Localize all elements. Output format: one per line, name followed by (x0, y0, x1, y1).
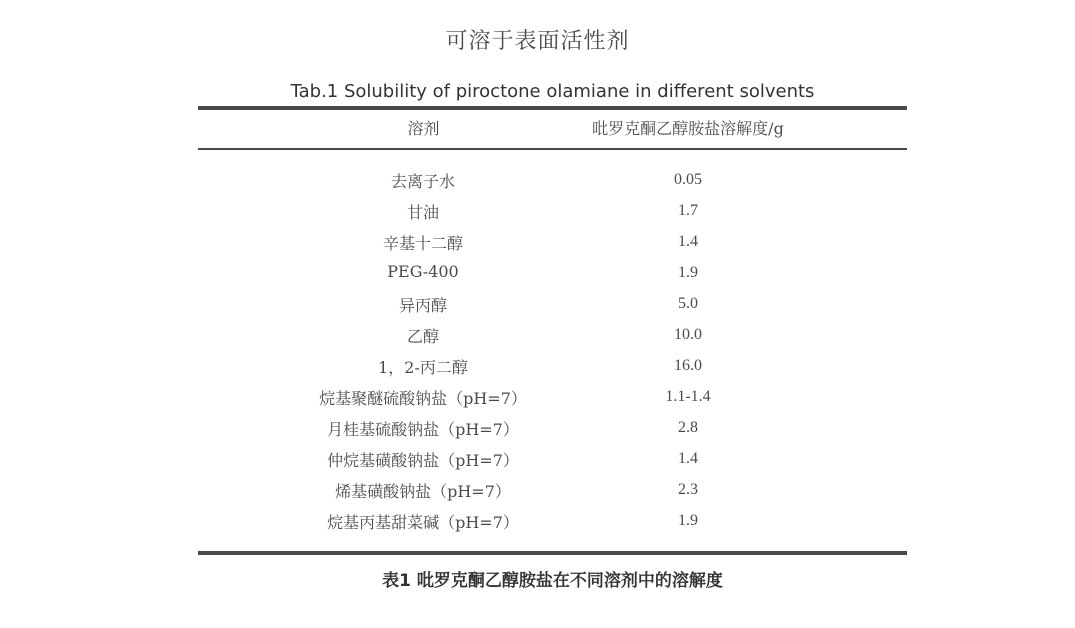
table-caption-english: Tab.1 Solubility of piroctone olamiane in different solvents (290, 81, 815, 102)
solubility-cell: 1.4 (678, 450, 698, 467)
solubility-cell: 1.9 (678, 512, 698, 529)
table-row (198, 227, 907, 258)
solvent-cell: 烷基丙基甜菜碱（pH=7） (327, 513, 519, 532)
solvent-cell: 异丙醇 (398, 296, 447, 315)
table-row (198, 165, 907, 196)
table-row (198, 506, 907, 537)
solubility-cell: 10.0 (674, 326, 702, 343)
table-top-rule (198, 106, 907, 110)
solubility-cell: 5.0 (678, 295, 698, 312)
solvent-cell: 烷基聚醚硫酸钠盐（pH=7） (319, 389, 527, 408)
table-row (198, 351, 907, 382)
solubility-cell: 1.4 (678, 233, 698, 250)
table-header-row (198, 116, 907, 140)
solvent-cell: 烯基磺酸钠盐（pH=7） (335, 482, 511, 501)
table-row (198, 258, 907, 289)
solvent-cell: 乙醇 (406, 327, 439, 346)
solvent-cell: 仲烷基磺酸钠盐（pH=7） (327, 451, 519, 470)
table-row (198, 475, 907, 506)
table-row (198, 382, 907, 413)
column-header-solvent: 溶剂 (407, 119, 440, 138)
column-header-solubility: 吡罗克酮乙醇胺盐溶解度/g (592, 119, 784, 138)
table-row (198, 320, 907, 351)
table-row (198, 444, 907, 475)
table-header-rule (198, 148, 907, 150)
solubility-cell: 0.05 (674, 171, 702, 188)
solvent-cell: 辛基十二醇 (382, 234, 463, 253)
table-row (198, 413, 907, 444)
solubility-cell: 2.8 (678, 419, 698, 436)
table-row (198, 289, 907, 320)
table-row (198, 196, 907, 227)
solvent-cell: 去离子水 (390, 172, 455, 191)
solubility-cell: 1.7 (678, 202, 698, 219)
solvent-cell: 甘油 (406, 203, 439, 222)
solvent-cell: PEG-400 (387, 262, 459, 281)
table-body (198, 165, 907, 537)
solubility-cell: 2.3 (678, 481, 698, 498)
solvent-cell: 1，2-丙二醇 (378, 358, 468, 377)
table-caption-chinese: 表1 吡罗克酮乙醇胺盐在不同溶剂中的溶解度 (382, 571, 723, 591)
table-bottom-rule (198, 551, 907, 555)
solubility-cell: 16.0 (674, 357, 702, 374)
solvent-cell: 月桂基硫酸钠盐（pH=7） (327, 420, 519, 439)
solubility-cell: 1.1-1.4 (665, 388, 711, 405)
solubility-cell: 1.9 (678, 264, 698, 281)
page-heading: 可溶于表面活性剂 (445, 29, 630, 54)
